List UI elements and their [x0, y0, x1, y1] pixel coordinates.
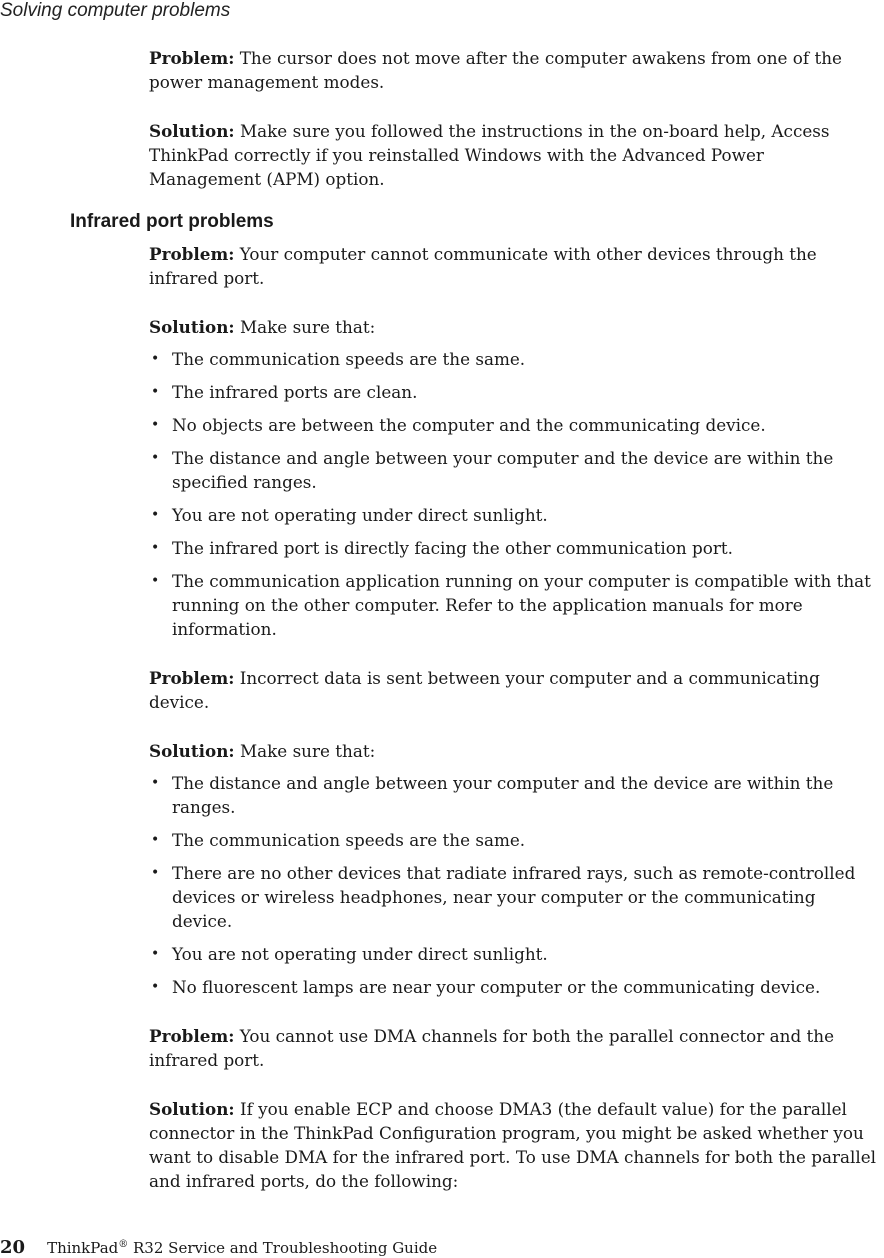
list-item: • The distance and angle between your computer and the device are within the specified ranges.	[149, 446, 879, 494]
list-item: • No objects are between the computer and the communicating device.	[149, 413, 879, 437]
list-item: • No fluorescent lamps are near your computer or the communicating device.	[149, 975, 879, 999]
problem-paragraph	[149, 46, 879, 94]
section-heading: Infrared port problems	[70, 211, 274, 232]
problem-text: You cannot use DMA channels for both the parallel connector and the infrared port.	[149, 1026, 835, 1070]
list-item: • The communication speeds are the same.	[149, 828, 879, 852]
page-footer	[0, 1235, 437, 1258]
list-item: • The communication application running on your computer is compatible with that running on the other computer. Refer to the application manuals for more information.	[149, 569, 879, 641]
running-head: Solving computer problems	[0, 0, 231, 21]
book-title-suffix: R32 Service and Troubleshooting Guide	[128, 1239, 438, 1257]
solution-paragraph	[149, 315, 879, 339]
solution-label: Solution:	[149, 741, 235, 761]
problem-text: The cursor does not move after the computer awakens from one of the power management modes.	[149, 48, 842, 92]
problem-paragraph	[149, 1024, 879, 1072]
solution-label: Solution:	[149, 121, 235, 141]
solution-text: Make sure that:	[234, 741, 376, 761]
page-number: 20	[0, 1237, 26, 1258]
solution-text: If you enable ECP and choose DMA3 (the default value) for the parallel connector in the ThinkPad Configuration program, you might be asked whether you want to disable DMA for the infrared port. To use DMA channels for both the parallel and infrared ports, do the following:	[149, 1099, 877, 1191]
registered-mark: ®	[118, 1239, 129, 1250]
list-item: • There are no other devices that radiate infrared rays, such as remote-controlled devices or wireless headphones, near your computer or the communicating device.	[149, 861, 879, 933]
checklist	[149, 347, 879, 641]
problem-text: Incorrect data is sent between your computer and a communicating device.	[149, 668, 820, 712]
list-item: • You are not operating under direct sunlight.	[149, 942, 879, 966]
solution-label: Solution:	[149, 1099, 235, 1119]
problem-paragraph	[149, 242, 879, 290]
problem-label: Problem:	[149, 668, 235, 688]
problem-label: Problem:	[149, 244, 235, 264]
problem-label: Problem:	[149, 48, 235, 68]
list-item: • You are not operating under direct sunlight.	[149, 503, 879, 527]
book-title-prefix: ThinkPad	[47, 1239, 119, 1257]
list-item: • The infrared ports are clean.	[149, 380, 879, 404]
solution-label: Solution:	[149, 317, 235, 337]
solution-paragraph	[149, 739, 879, 763]
problem-text: Your computer cannot communicate with other devices through the infrared port.	[149, 244, 817, 288]
power-problem-block	[149, 46, 879, 191]
list-item: • The distance and angle between your computer and the device are within the ranges.	[149, 771, 879, 819]
book-title	[47, 1239, 437, 1257]
solution-text: Make sure that:	[234, 317, 376, 337]
list-item: • The communication speeds are the same.	[149, 347, 879, 371]
problem-label: Problem:	[149, 1026, 235, 1046]
problem-paragraph	[149, 666, 879, 714]
checklist	[149, 771, 879, 999]
solution-text: Make sure you followed the instructions in the on-board help, Access ThinkPad correctly if you reinstalled Windows with the Advanced Power Management (APM) option.	[149, 121, 830, 189]
solution-paragraph	[149, 1097, 879, 1193]
solution-paragraph	[149, 119, 879, 191]
list-item: • The infrared port is directly facing the other communication port.	[149, 536, 879, 560]
infrared-section-body	[149, 242, 879, 1193]
